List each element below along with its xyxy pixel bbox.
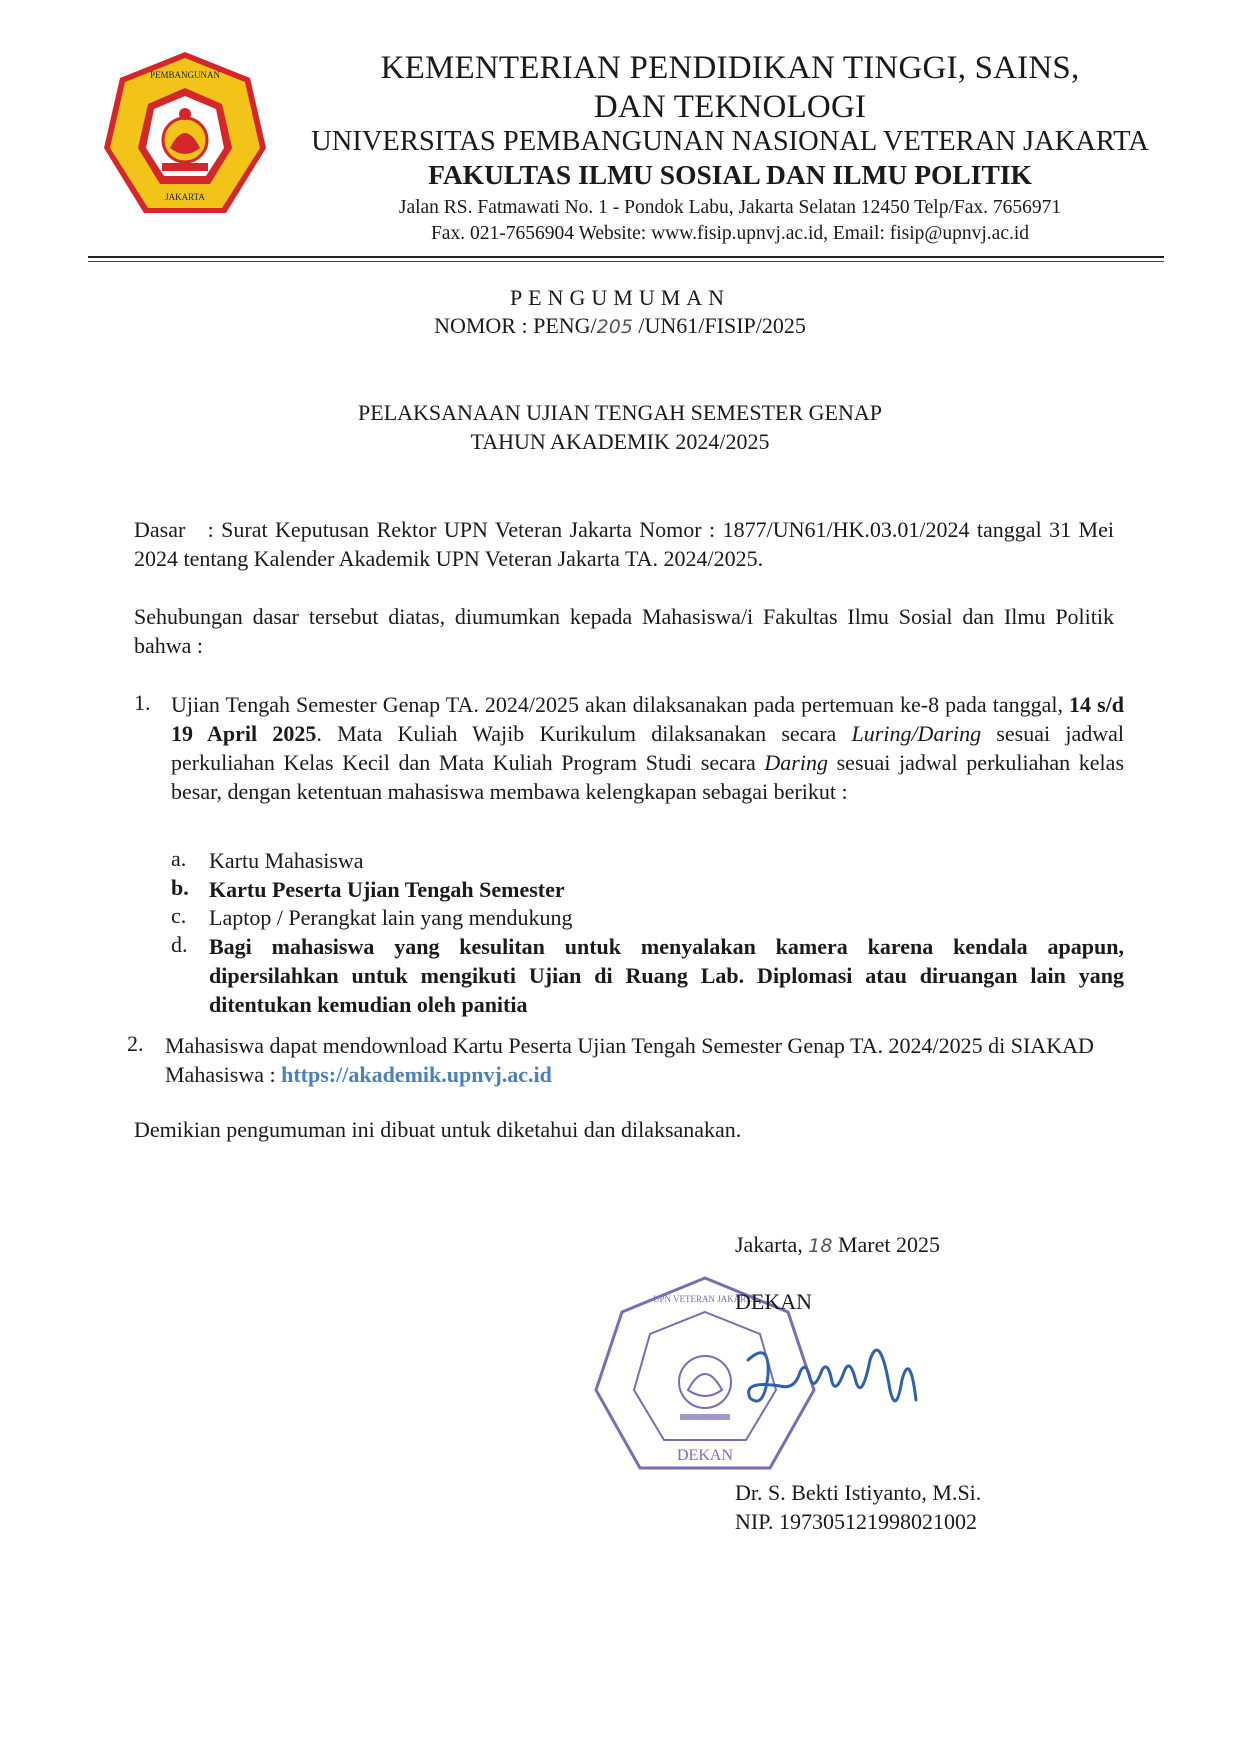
day-handwritten: 18	[808, 1235, 833, 1257]
month-year: Maret 2025	[832, 1232, 941, 1257]
item1-part1: Ujian Tengah Semester Genap TA. 2024/2025 akan dilaksanakan pada pertemuan ke-8 pada tanggal,	[171, 692, 1070, 717]
university-name: UNIVERSITAS PEMBANGUNAN NASIONAL VETERAN JAKARTA	[311, 126, 1149, 157]
item1-mode1: Luring/Daring	[851, 721, 982, 746]
item1-part4: sesuai jadwal perkuliahan kelas besar, dengan ketentuan mahasiswa membawa kelengkapan sebagai berikut :	[171, 750, 1124, 804]
header-rule-thin	[88, 261, 1164, 262]
handwritten-signature	[740, 1320, 940, 1430]
number-suffix: /UN61/FISIP/2025	[632, 313, 806, 338]
signer-nip: NIP. 197305121998021002	[735, 1509, 978, 1534]
subject-line1: PELAKSANAAN UJIAN TENGAH SEMESTER GENAP	[358, 400, 882, 425]
faculty-name: FAKULTAS ILMU SOSIAL DAN ILMU POLITIK	[428, 159, 1032, 190]
ministry-name-line1: KEMENTERIAN PENDIDIKAN TINGGI, SAINS,	[380, 50, 1080, 86]
subitem-d-number: d.	[171, 932, 188, 957]
basis-paragraph: Dasar : Surat Keputusan Rektor UPN Veteran Jakarta Nomor : 1877/UN61/HK.03.01/2024 tanggal 31 Mei 2024 tentang Kalender Akademik UPN Veteran Jakarta TA. 2024/2025.	[134, 517, 1114, 571]
number-prefix: NOMOR : PENG/	[434, 313, 597, 338]
ministry-name-line2: DAN TEKNOLOGI	[593, 89, 867, 125]
siakad-link[interactable]: https://akademik.upnvj.ac.id	[281, 1062, 552, 1087]
signer-name: Dr. S. Bekti Istiyanto, M.Si.	[735, 1480, 982, 1505]
item2-number: 2.	[127, 1031, 144, 1056]
item2-text	[165, 1031, 1124, 1089]
item1-part2: . Mata Kuliah Wajib Kurikulum dilaksanakan secara	[316, 721, 852, 746]
closing-paragraph: Demikian pengumuman ini dibuat untuk diketahui dan dilaksanakan.	[134, 1117, 742, 1142]
place: Jakarta,	[735, 1232, 809, 1257]
item1-text	[171, 690, 1124, 806]
subitem-d-text: Bagi mahasiswa yang kesulitan untuk menyalakan kamera karena kendala apapun, dipersilahkan untuk mengikuti Ujian di Ruang Lab. Diplomasi atau diruangan lain yang ditentukan kemudian oleh panitia	[209, 934, 1124, 1017]
header-rule	[88, 256, 1164, 258]
address-line2: Fax. 021-7656904 Website: www.fisip.upnvj.ac.id, Email: fisip@upnvj.ac.id	[430, 223, 1030, 244]
item1-part3: sesuai jadwal perkuliahan Kelas Kecil dan Mata Kuliah Program Studi secara	[171, 721, 1124, 775]
subitem-c-text: Laptop / Perangkat lain yang mendukung	[209, 905, 573, 930]
svg-text:PEMBANGUNAN: PEMBANGUNAN	[149, 70, 221, 80]
subitem-a-text: Kartu Mahasiswa	[209, 848, 364, 873]
announcement-title: PENGUMUMAN	[509, 285, 731, 310]
number-handwritten: 205	[596, 316, 633, 338]
university-logo	[100, 48, 270, 226]
intro-paragraph: Sehubungan dasar tersebut diatas, diumumkan kepada Mahasiswa/i Fakultas Ilmu Sosial dan Ilmu Politik bahwa :	[134, 604, 1114, 658]
item1-mode2: Daring	[764, 750, 828, 775]
announcement-number	[0, 313, 1240, 339]
subject-line2: TAHUN AKADEMIK 2024/2025	[470, 429, 770, 454]
subitem-c-number: c.	[171, 903, 187, 928]
signer-position: DEKAN	[735, 1289, 812, 1314]
exam-date: 14 s/d 19 April 2025	[171, 692, 1124, 746]
svg-text:DEKAN: DEKAN	[677, 1447, 733, 1464]
item2-sentence: Mahasiswa dapat mendownload Kartu Peserta Ujian Tengah Semester Genap TA. 2024/2025 di SIAKAD Mahasiswa :	[165, 1033, 1094, 1087]
address-line1: Jalan RS. Fatmawati No. 1 - Pondok Labu, Jakarta Selatan 12450 Telp/Fax. 7656971	[398, 197, 1062, 218]
svg-text:JAKARTA: JAKARTA	[165, 192, 205, 202]
subitem-a-number: a.	[171, 846, 187, 871]
item1-number: 1.	[134, 690, 151, 715]
subitem-b-text: Kartu Peserta Ujian Tengah Semester	[209, 877, 565, 902]
subitem-b-number: b.	[171, 875, 189, 900]
svg-text:UPN VETERAN JAKARTA: UPN VETERAN JAKARTA	[652, 1294, 758, 1304]
place-date	[735, 1232, 940, 1258]
